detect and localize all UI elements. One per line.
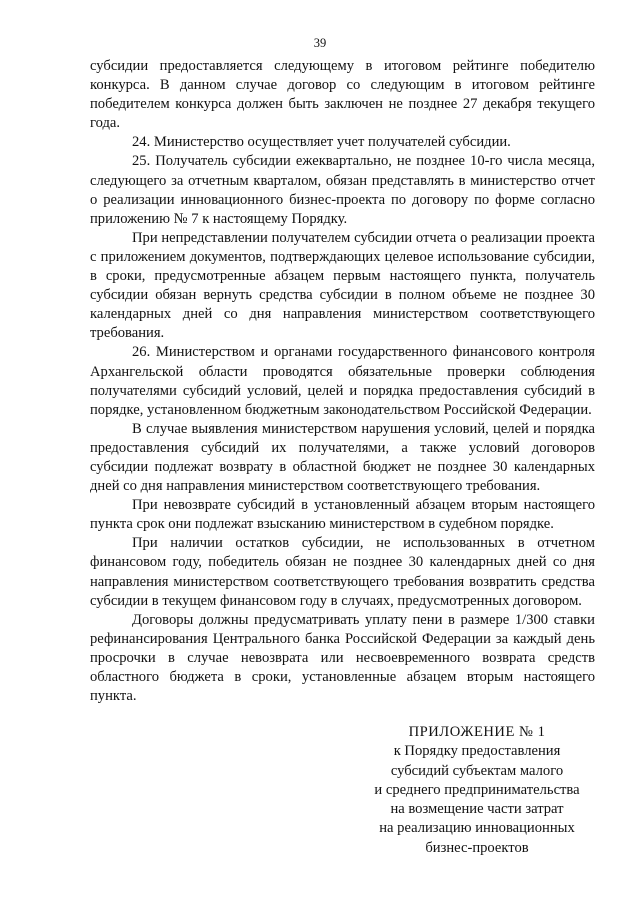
appendix-line: на реализацию инновационных (379, 820, 575, 837)
paragraph-non-return: При невозврате субсидий в установленный абзацем вторым настоящего пункта срок они подлежат взысканию министерством в судебном порядке. (90, 497, 595, 533)
appendix-line: бизнес-проектов (425, 839, 529, 856)
paragraph-remaining-balance: При наличии остатков субсидии, не использованных в отчетном финансовом году, победитель обязан не позднее 30 календарных дней со дня направления министерством соответствующего требования возвратить средства субсидии в текущем финансовом году в случаях, предусмотренных договором. (90, 535, 595, 609)
page-number: 39 (313, 36, 327, 50)
document-body (90, 57, 595, 706)
paragraph-penalty: Договоры должны предусматривать уплату пени в размере 1/300 ставки рефинансирования Центрального банка Российской Федерации за каждый день просрочки в случае невозврата или несвоевременного возврата средств областного бюджета в сроки, установленные абзацем вторым настоящего пункта. (90, 611, 595, 705)
paragraph-item-25: 25. Получатель субсидии ежеквартально, не позднее 10-го числа месяца, следующего за отчетным кварталом, обязан представлять в министерство отчет о реализации инновационного бизнес-проекта по договору по форме согласно приложению № 7 к настоящему Порядку. (90, 153, 595, 227)
appendix-line: на возмещение части затрат (390, 801, 564, 818)
paragraph-item-24: 24. Министерство осуществляет учет получателей субсидии. (132, 134, 511, 151)
appendix-line: субсидий субъектам малого (390, 762, 564, 779)
paragraph-item-26: 26. Министерством и органами государственного финансового контроля Архангельской области проводятся обязательные проверки соблюдения получателями субсидий условий, целей и порядка предоставления субсидий в порядке, установленном бюджетным законодательством Российской Федерации. (90, 344, 595, 418)
appendix-line: и среднего предпринимательства (374, 781, 580, 798)
paragraph-report-failure: При непредставлении получателем субсидии отчета о реализации проекта с приложением документов, подтверждающих целевое использование субсидии, в сроки, предусмотренные абзацем первым настоящего пункта, получатель субсидии обязан вернуть средства субсидии в полном объеме не позднее 30 календарных дней со дня направления министерством соответствующего требования. (90, 229, 595, 342)
paragraph-continuation: субсидии предоставляется следующему в итоговом рейтинге победителю конкурса. В данном случае договор со следующим в итоговом рейтинге победителем конкурса должен быть заключен не позднее 27 декабря текущего года. (90, 58, 595, 132)
appendix-heading (352, 723, 602, 858)
appendix-title: ПРИЛОЖЕНИЕ № 1 (408, 724, 546, 740)
paragraph-violations: В случае выявления министерством нарушения условий, целей и порядка предоставления субсидий их получателями, а также условий договоров субсидии подлежат возврату в областной бюджет не позднее 30 календарных дней со дня направления министерством соответствующего требования. (90, 420, 595, 495)
appendix-line: к Порядку предоставления (393, 743, 561, 760)
